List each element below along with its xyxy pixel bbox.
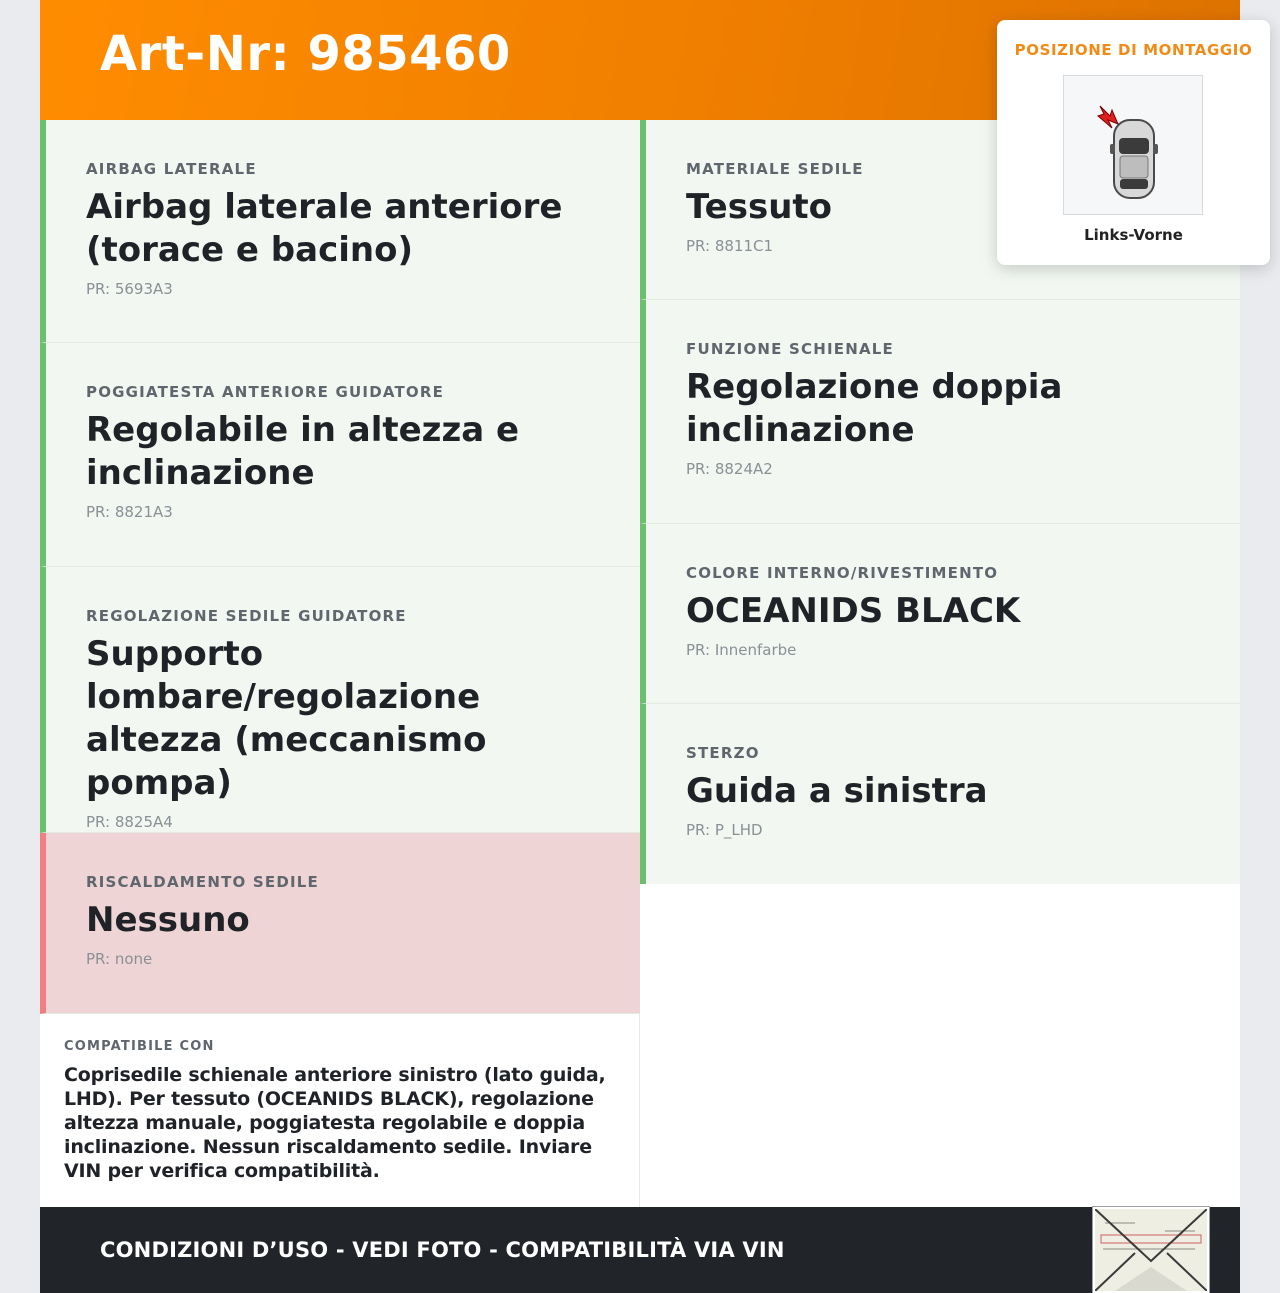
compatibility-text: Coprisedile schienale anteriore sinistro (lato guida, LHD). Per tessuto (OCEANIDS BLACK), regolazione altezza manuale, poggiatesta regolabile e doppia inclinazione. Nessun riscaldamento sedile. Inviare VIN per verifica compatibilità. <box>64 1064 606 1182</box>
mounting-position-card <box>997 20 1270 265</box>
spec-value: Guida a sinistra <box>686 771 988 811</box>
spec-value: Supporto lombare/regolazione altezza (meccanismo pompa) <box>86 634 487 803</box>
compatibility-label: COMPATIBILE CON <box>64 1039 215 1054</box>
spec-cell-interior-color <box>640 524 1240 704</box>
spec-value: Nessuno <box>86 900 250 940</box>
spec-label: STERZO <box>686 744 760 762</box>
spec-pr-code: PR: 8821A3 <box>86 503 173 521</box>
spec-value: Regolazione doppia inclinazione <box>686 367 1063 450</box>
spec-pr-code: PR: 8824A2 <box>686 460 773 478</box>
footer-conditions: CONDIZIONI D’USO - VEDI FOTO - COMPATIBILITÀ VIA VIN <box>100 1238 785 1262</box>
spec-label: FUNZIONE SCHIENALE <box>686 340 894 358</box>
spec-pr-code: PR: Innenfarbe <box>686 641 797 659</box>
spec-cell-backrest-function <box>640 300 1240 524</box>
spec-cell-airbag <box>40 120 640 343</box>
envelope-graphic <box>1095 1209 1207 1291</box>
envelope-document-icon[interactable] <box>1093 1207 1209 1293</box>
car-diagram <box>1064 76 1202 214</box>
spec-label: AIRBAG LATERALE <box>86 160 257 178</box>
spec-label: RISCALDAMENTO SEDILE <box>86 873 319 891</box>
spec-cell-headrest <box>40 343 640 567</box>
spec-label: COLORE INTERNO/RIVESTIMENTO <box>686 564 999 582</box>
compatibility-section <box>40 1014 640 1207</box>
spec-pr-code: PR: P_LHD <box>686 821 763 839</box>
spec-pr-code: PR: 8825A4 <box>86 813 173 831</box>
spec-label: REGOLAZIONE SEDILE GUIDATORE <box>86 607 407 625</box>
spec-pr-code: PR: 5693A3 <box>86 280 173 298</box>
spec-pr-code: PR: none <box>86 950 153 968</box>
product-sheet <box>40 0 1253 1293</box>
left-spec-column <box>40 120 640 1014</box>
spec-value: OCEANIDS BLACK <box>686 591 1021 631</box>
article-number-title: Art-Nr: 985460 <box>100 26 511 82</box>
spec-cell-steering <box>640 704 1240 884</box>
spec-value: Tessuto <box>686 187 833 227</box>
spec-value: Airbag laterale anteriore (torace e bacino) <box>86 187 563 270</box>
spec-cell-seat-adjustment <box>40 567 640 833</box>
spec-label: POGGIATESTA ANTERIORE GUIDATORE <box>86 383 445 401</box>
footer-bar <box>40 1207 1240 1293</box>
spec-pr-code: PR: 8811C1 <box>686 237 774 255</box>
mounting-position-caption: Links-Vorne <box>1084 226 1183 244</box>
spec-label: MATERIALE SEDILE <box>686 160 864 178</box>
spec-value: Regolabile in altezza e inclinazione <box>86 410 520 493</box>
spec-cell-seat-heating <box>40 833 640 1014</box>
mounting-position-title: POSIZIONE DI MONTAGGIO <box>1014 41 1253 59</box>
car-top-view-icon <box>1063 75 1203 215</box>
